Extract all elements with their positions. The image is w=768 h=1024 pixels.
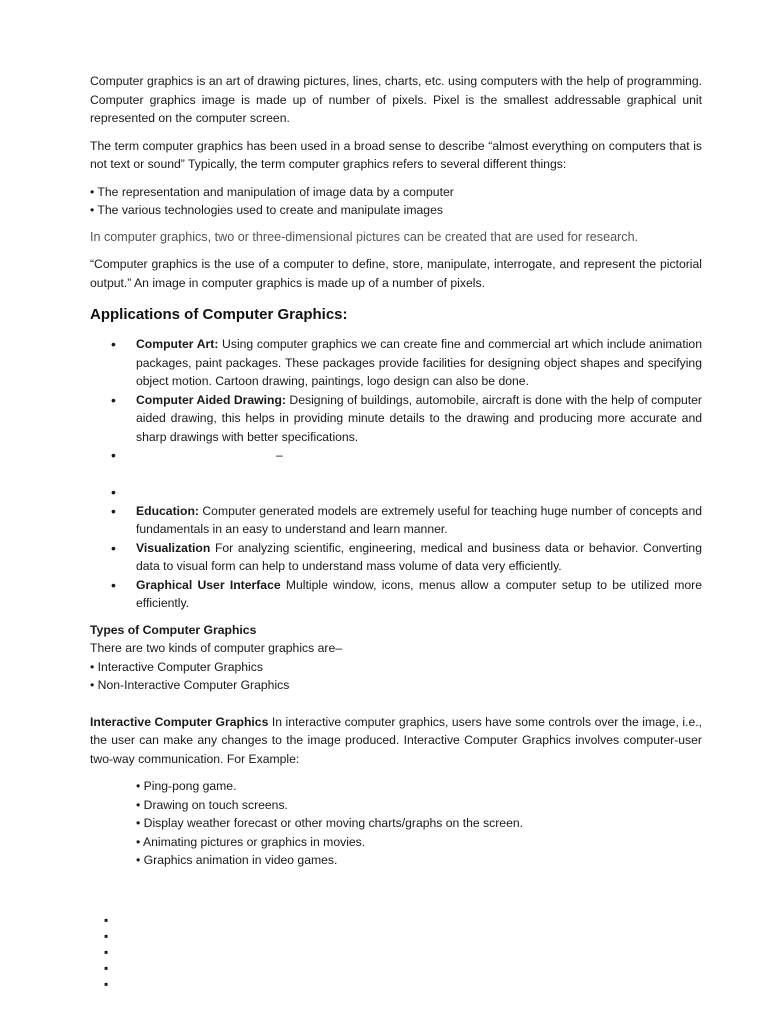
bullet-marker: •: [111, 336, 116, 352]
bullet-marker: •: [111, 502, 116, 519]
examples-list: [136, 777, 702, 870]
interactive-text: In interactive computer graphics, users have some controls over the image, i.e., the user can make any changes to the image produced. Interactive Computer Graphics involves computer-user two-way communication. For Example:: [90, 714, 703, 766]
bullet-marker: •: [111, 391, 116, 408]
square-bullet: ▪: [104, 977, 109, 991]
dash-mark: –: [276, 448, 283, 462]
interactive-paragraph: [90, 713, 702, 769]
item-text: Using computer graphics we can create fine and commercial art which include animation packages, paint packages. These packages provide facilities for designing object shapes and specifying object motion. Cartoon drawing, paintings, logo design can also be done.: [136, 337, 702, 388]
example-item: • Animating pictures or graphics in movies.: [136, 834, 366, 849]
item-text: Multiple window, icons, menus allow a computer setup to be utilized more efficiently.: [136, 577, 702, 610]
types-item: • Non-Interactive Computer Graphics: [90, 678, 290, 692]
applications-heading: Applications of Computer Graphics:: [90, 306, 348, 323]
list-item: [90, 391, 702, 447]
document-body: [90, 72, 702, 870]
list-item: [90, 539, 702, 576]
interactive-title: Interactive Computer Graphics: [90, 714, 269, 729]
intro-bullet-1: • The representation and manipulation of image data by a computer: [90, 184, 454, 199]
item-title: Visualization: [136, 540, 211, 555]
square-bullet: ▪: [104, 945, 109, 959]
example-item: • Graphics animation in video games.: [136, 853, 338, 867]
types-section: [90, 621, 702, 695]
research-sentence: In computer graphics, two or three-dimensional pictures can be created that are used for research.: [90, 229, 639, 244]
bullet-marker: •: [111, 576, 116, 593]
item-title: Computer Aided Drawing:: [136, 392, 286, 407]
list-item-empty: [90, 483, 702, 502]
square-bullet: ▪: [104, 913, 109, 927]
list-item-empty: [90, 446, 702, 483]
intro-paragraph-2: The term computer graphics has been used in a broad sense to describe “almost everything on computers that is not text or sound” Typically, the term computer graphics refers to several different things:: [90, 138, 702, 171]
list-item: [90, 502, 702, 539]
intro-paragraph-1: Computer graphics is an art of drawing pictures, lines, charts, etc. using computers with the help of programming. Computer graphics image is made up of number of pixels. Pixel is the smallest addressable graphical unit represented on the computer screen.: [90, 74, 702, 125]
types-intro: There are two kinds of computer graphics are–: [90, 641, 342, 655]
bullet-marker: •: [111, 484, 116, 500]
square-bullet: ▪: [104, 929, 109, 943]
definition-quote: “Computer graphics is the use of a computer to define, store, manipulate, interrogate, and represent the pictorial output.” An image in computer graphics is made up of a number of pixels.: [90, 257, 702, 290]
applications-list: [90, 335, 702, 613]
bullet-marker: •: [111, 539, 116, 556]
item-text: Designing of buildings, automobile, aircraft is done with the help of computer aided drawing, this helps in providing minute details to the drawing and producing more accurate and sharp drawings with better specifications.: [136, 392, 702, 444]
list-item: [90, 335, 702, 391]
types-heading: Types of Computer Graphics: [90, 622, 257, 637]
example-item: • Ping-pong game.: [136, 779, 237, 793]
trailing-bullet-list: [104, 912, 108, 992]
example-item: • Drawing on touch screens.: [136, 797, 288, 812]
list-item: [90, 576, 702, 613]
item-title: Graphical User Interface: [136, 577, 281, 592]
types-item: • Interactive Computer Graphics: [90, 659, 263, 674]
item-title: Computer Art:: [136, 337, 219, 351]
item-title: Education:: [136, 503, 199, 518]
item-text: For analyzing scientific, engineering, medical and business data or behavior. Converting data to visual form can help to understand mass volume of data very efficiently.: [136, 540, 702, 573]
item-text: Computer generated models are extremely useful for teaching huge number of concepts and fundamentals in an easy to understand and learn manner.: [136, 503, 702, 536]
bullet-marker: •: [111, 447, 116, 463]
intro-bullet-2: • The various technologies used to create and manipulate images: [90, 203, 443, 217]
square-bullet: ▪: [104, 961, 109, 975]
example-item: • Display weather forecast or other moving charts/graphs on the screen.: [136, 816, 524, 830]
